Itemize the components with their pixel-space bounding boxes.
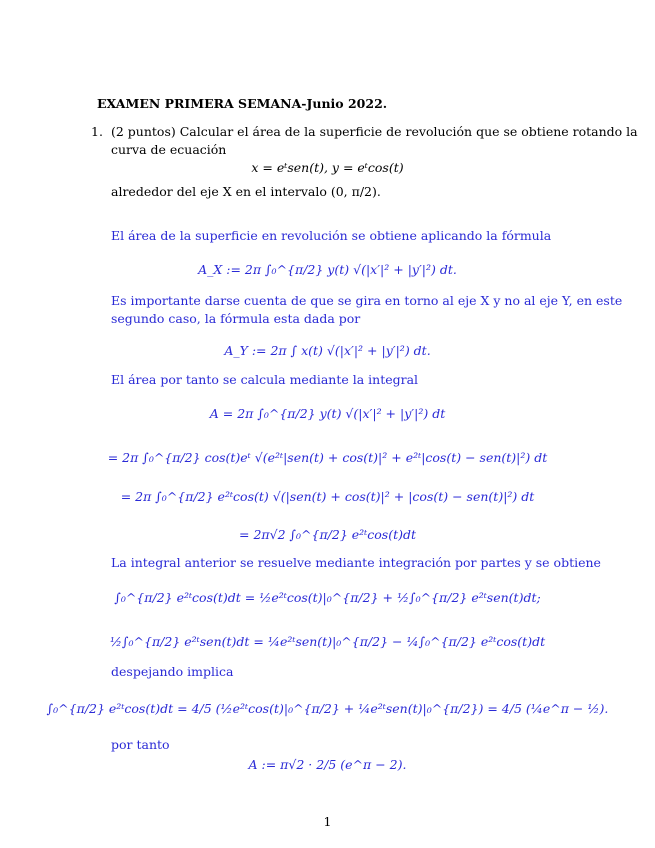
problem-number: 1. (91, 124, 103, 139)
solution-paragraph-5: despejando implica (111, 664, 234, 679)
solution-paragraph-3: El área por tanto se calcula mediante la integral (111, 372, 419, 387)
integral-step-4: = 2π√2 ∫₀^{π/2} e²ᵗcos(t)dt (239, 527, 416, 542)
page-number: 1 (323, 814, 332, 829)
formula-ax: A_X := 2π ∫₀^{π/2} y(t) √(|x′|² + |y′|²) dt. (198, 262, 457, 277)
integration-by-parts-1: ∫₀^{π/2} e²ᵗcos(t)dt = ½e²ᵗcos(t)|₀^{π/2} + ½∫₀^{π/2} e²ᵗsen(t)dt; (114, 590, 541, 605)
solution-paragraph-4: La integral anterior se resuelve mediante integración por partes y se obtiene (111, 555, 601, 570)
integral-step-1: A = 2π ∫₀^{π/2} y(t) √(|x′|² + |y′|²) dt (209, 406, 446, 421)
solution-paragraph-2b: segundo caso, la fórmula esta dada por (111, 311, 361, 326)
integral-step-2: = 2π ∫₀^{π/2} cos(t)eᵗ √(e²ᵗ|sen(t) + cos(t)|² + e²ᵗ|cos(t) − sen(t)|²) dt (107, 450, 548, 465)
problem-statement-line3: alrededor del eje X en el intervalo (0, π/2). (111, 184, 381, 199)
problem-statement-line1: (2 puntos) Calcular el área de la superficie de revolución que se obtiene rotando la (111, 124, 638, 139)
problem-statement-line2: curva de ecuación (111, 142, 227, 157)
solution-paragraph-1: El área de la superficie en revolución se obtiene aplicando la fórmula (111, 228, 552, 243)
final-area: A := π√2 · 2/5 (e^π − 2). (248, 757, 407, 772)
integration-by-parts-2: ½∫₀^{π/2} e²ᵗsen(t)dt = ¼e²ᵗsen(t)|₀^{π/2} − ¼∫₀^{π/2} e²ᵗcos(t)dt (109, 634, 546, 649)
exam-title: EXAMEN PRIMERA SEMANA-Junio 2022. (97, 96, 388, 111)
integral-step-3: = 2π ∫₀^{π/2} e²ᵗcos(t) √(|sen(t) + cos(t)|² + |cos(t) − sen(t)|²) dt (120, 489, 535, 504)
curve-equation: x = eᵗsen(t), y = eᵗcos(t) (251, 160, 404, 175)
solved-integral: ∫₀^{π/2} e²ᵗcos(t)dt = 4/5 (½e²ᵗcos(t)|₀^{π/2} + ¼e²ᵗsen(t)|₀^{π/2}) = 4/5 (¼e^π − ½). (46, 701, 609, 716)
solution-paragraph-6: por tanto (111, 737, 170, 752)
solution-paragraph-2a: Es importante darse cuenta de que se gira en torno al eje X y no al eje Y, en este (111, 293, 623, 308)
formula-ay: A_Y := 2π ∫ x(t) √(|x′|² + |y′|²) dt. (224, 343, 431, 358)
